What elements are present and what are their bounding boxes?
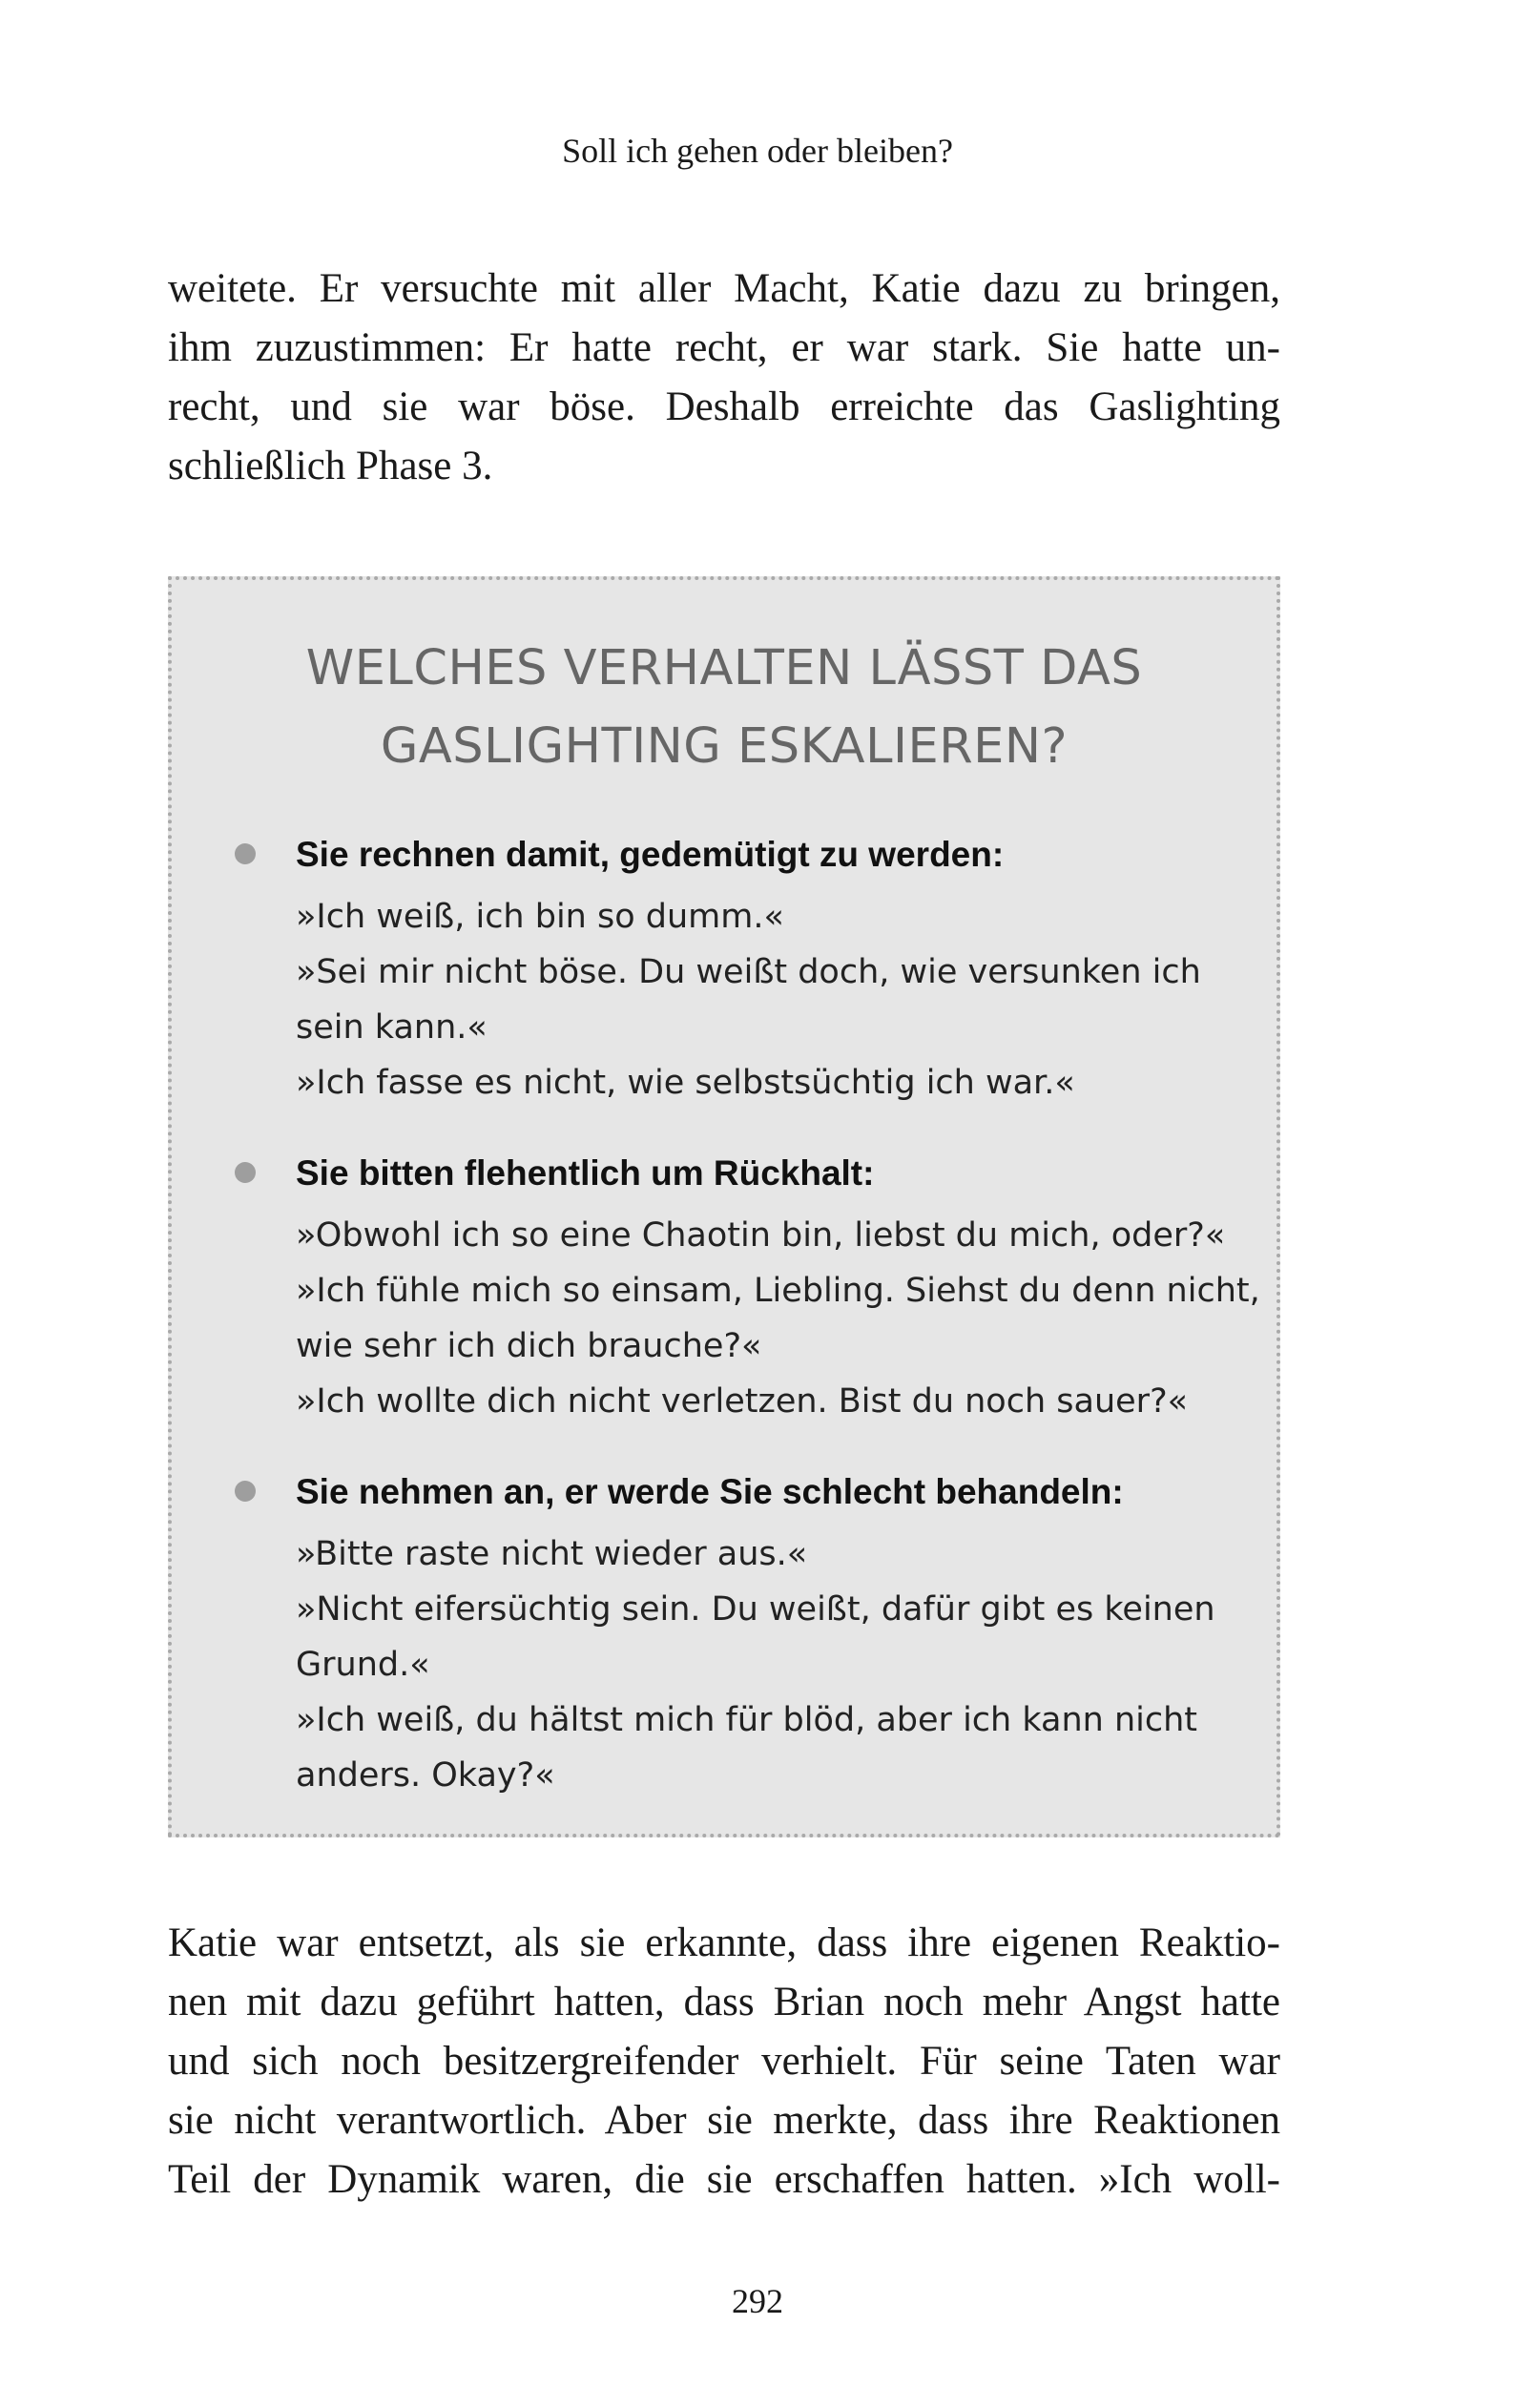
page-number: 292 [732,2282,783,2320]
list-item-heading: Sie nehmen an, er werde Sie schlecht behandeln: [296,1472,1124,1511]
quote-line: »Sei mir nicht böse. Du weißt doch, wie versunken ich [296,953,1201,991]
text-line: Katie war entsetzt, als sie erkannte, dass ihre eigenen Reaktio- [168,1920,1280,1965]
list-item-heading: Sie rechnen damit, gedemütigt zu werden: [296,835,1005,874]
title-line: GASLIGHTING ESKALIEREN? [380,718,1069,775]
quote-line: »Nicht eifersüchtig sein. Du weißt, dafür gibt es keinen [296,1590,1215,1629]
info-box [168,576,1280,1837]
title-line: WELCHES VERHALTEN LÄSST DAS [305,640,1143,696]
list-item [172,1145,1276,1429]
quote-line: »Ich fasse es nicht, wie selbstsüchtig ich war.« [296,1064,1075,1102]
body-paragraph-2 [168,1914,1280,2210]
quote-line: Grund.« [296,1646,430,1684]
info-box-title [172,630,1276,786]
quote-line: »Obwohl ich so eine Chaotin bin, liebst du mich, oder?« [296,1216,1226,1255]
quote-line: »Ich wollte dich nicht verletzen. Bist du noch sauer?« [296,1382,1189,1421]
quote-line: »Ich weiß, du hältst mich für blöd, aber ich kann nicht [296,1701,1197,1739]
text-line: recht, und sie war böse. Deshalb erreichte das Gaslighting [168,384,1280,429]
text-line: ihm zuzustimmen: Er hatte recht, er war stark. Sie hatte un- [168,325,1280,370]
quote-line: »Ich weiß, ich bin so dumm.« [296,898,784,936]
text-line: weitete. Er versuchte mit aller Macht, Katie dazu zu bringen, [168,266,1280,311]
text-line: sie nicht verantwortlich. Aber sie merkte, dass ihre Reaktionen [168,2098,1280,2143]
quote-line: »Bitte raste nicht wieder aus.« [296,1535,808,1573]
bullet-icon [235,843,256,864]
bullet-icon [235,1162,256,1183]
list-item [172,1463,1276,1803]
quote-line: sein kann.« [296,1008,488,1047]
running-head: Soll ich gehen oder bleiben? [562,132,953,170]
list-item [172,826,1276,1111]
text-line: und sich noch besitzergreifender verhielt. Für seine Taten war [168,2039,1280,2084]
text-line: nen mit dazu geführt hatten, dass Brian noch mehr Angst hatte [168,1980,1280,2024]
behavior-list [172,826,1276,1837]
body-paragraph-1 [168,259,1280,496]
quote-line: anders. Okay?« [296,1756,555,1795]
list-item-heading: Sie bitten flehentlich um Rückhalt: [296,1153,875,1193]
text-line: Teil der Dynamik waren, die sie erschaffen hatten. »Ich woll- [168,2157,1280,2202]
quote-line: wie sehr ich dich brauche?« [296,1327,762,1365]
quote-line: »Ich fühle mich so einsam, Liebling. Siehst du denn nicht, [296,1272,1260,1310]
text-line: schließlich Phase 3. [168,444,493,488]
bullet-icon [235,1481,256,1502]
